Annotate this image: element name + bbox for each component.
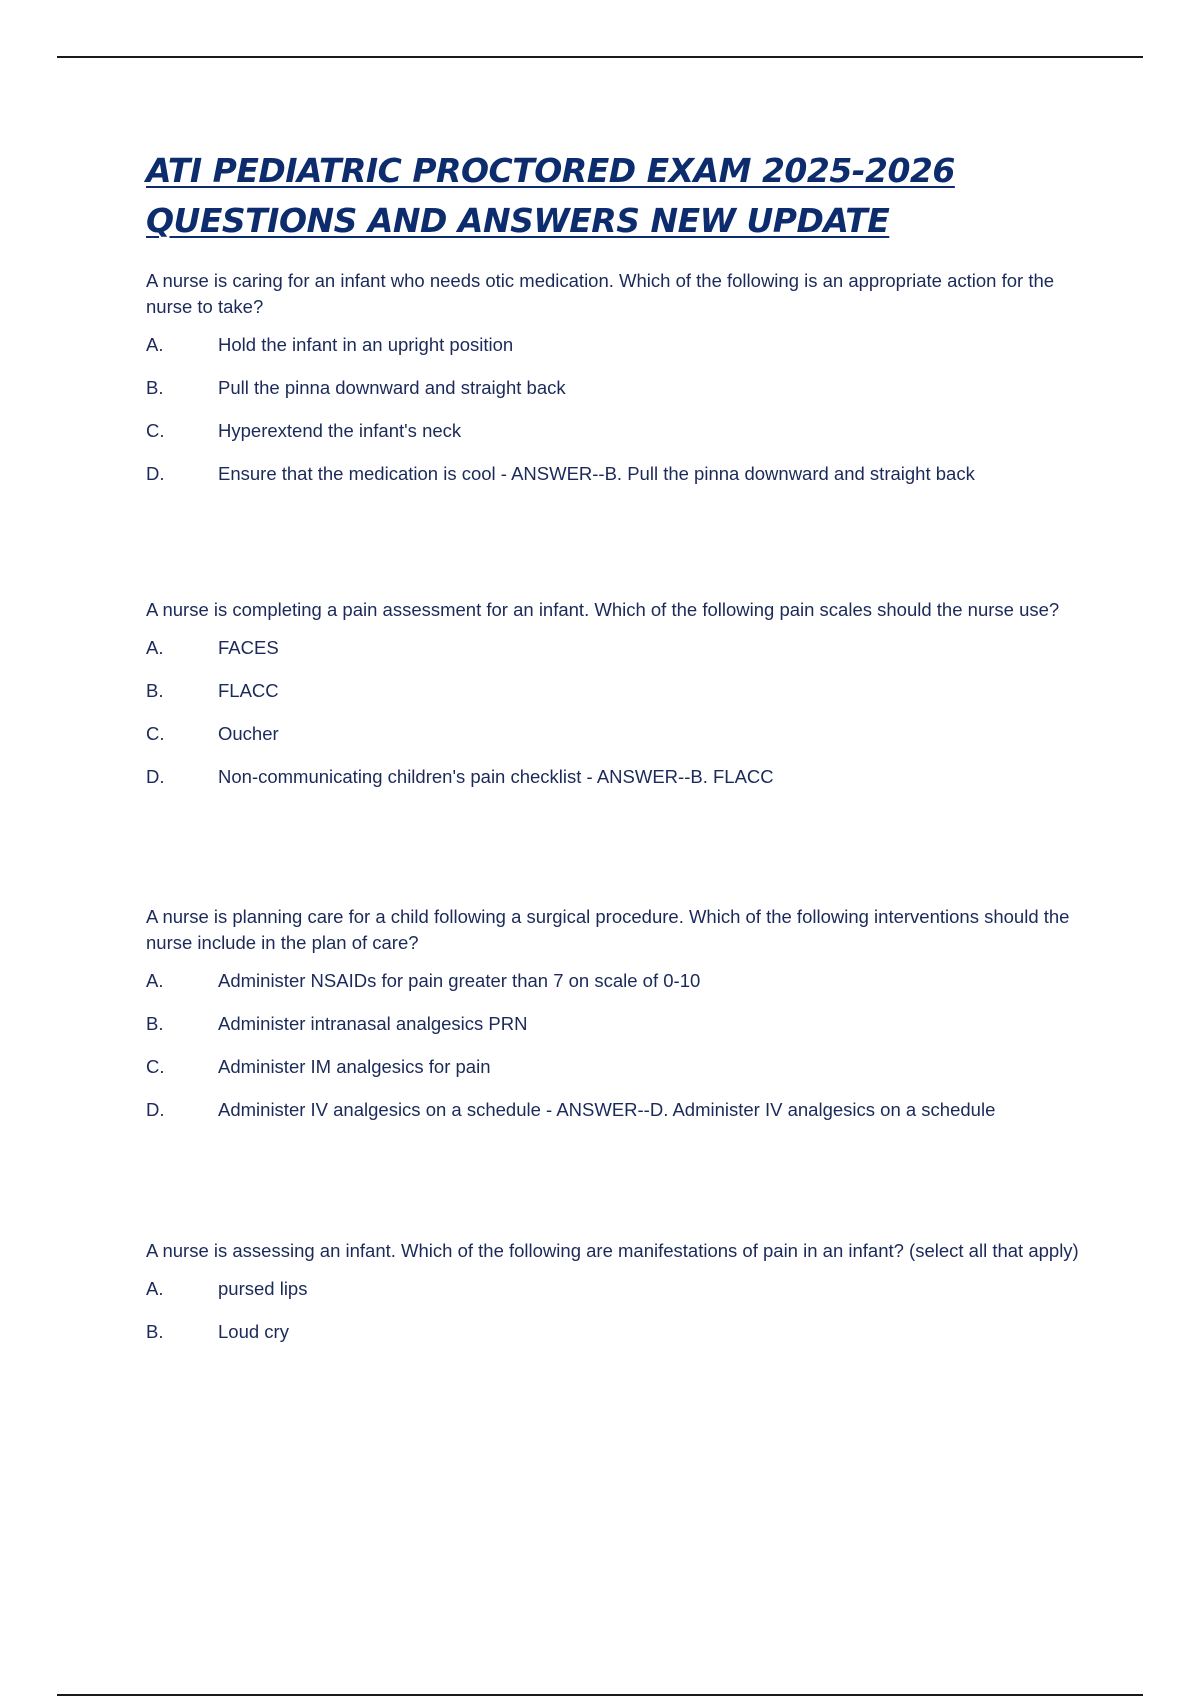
option-text: pursed lips — [218, 1278, 308, 1299]
question-text: A nurse is planning care for a child following a surgical procedure. Which of the following interventions should the nurse include in the plan of care? — [146, 906, 1070, 953]
option-letter: B. — [146, 1013, 164, 1034]
option-c — [146, 721, 1086, 747]
option-letter: D. — [146, 766, 165, 787]
option-letter: A. — [146, 1278, 164, 1299]
option-text: FACES — [218, 637, 279, 658]
question-text: A nurse is completing a pain assessment for an infant. Which of the following pain scales should the nurse use? — [146, 599, 1060, 620]
option-text: Administer intranasal analgesics PRN — [218, 1013, 528, 1034]
option-letter: D. — [146, 463, 165, 484]
option-d — [146, 461, 1086, 487]
option-letter: C. — [146, 1056, 165, 1077]
option-a — [146, 332, 1086, 358]
option-d — [146, 1097, 1086, 1123]
option-b — [146, 375, 1086, 401]
option-b — [146, 678, 1086, 704]
document-body — [146, 146, 1086, 1362]
spacer — [146, 1140, 1086, 1238]
option-text: Administer IM analgesics for pain — [218, 1056, 491, 1077]
option-b — [146, 1319, 1086, 1345]
spacer — [146, 807, 1086, 904]
footer-rule — [57, 1694, 1143, 1696]
option-letter: A. — [146, 334, 164, 355]
option-a — [146, 1276, 1086, 1302]
question-3 — [146, 904, 1086, 1123]
option-text: Pull the pinna downward and straight back — [218, 377, 566, 398]
option-b — [146, 1011, 1086, 1037]
title-line-2: QUESTIONS AND ANSWERS NEW UPDATE — [146, 201, 890, 240]
option-text: Hyperextend the infant's neck — [218, 420, 462, 441]
option-letter: D. — [146, 1099, 165, 1120]
question-text: A nurse is caring for an infant who needs otic medication. Which of the following is an appropriate action for the nurse to take? — [146, 270, 1055, 317]
question-2 — [146, 597, 1086, 790]
option-text: Ensure that the medication is cool - ANSWER--B. Pull the pinna downward and straight back — [218, 463, 975, 484]
option-c — [146, 418, 1086, 444]
option-letter: A. — [146, 970, 164, 991]
header-rule — [57, 56, 1143, 58]
option-c — [146, 1054, 1086, 1080]
spacer — [146, 504, 1086, 597]
option-text: Non-communicating children's pain checklist - ANSWER--B. FLACC — [218, 766, 774, 787]
question-1 — [146, 268, 1086, 487]
option-letter: A. — [146, 637, 164, 658]
question-text: A nurse is assessing an infant. Which of the following are manifestations of pain in an infant? (select all that apply) — [146, 1240, 1079, 1261]
option-letter: B. — [146, 1321, 164, 1342]
option-text: FLACC — [218, 680, 279, 701]
option-text: Oucher — [218, 723, 279, 744]
document-title — [146, 146, 1086, 246]
option-letter: C. — [146, 420, 165, 441]
option-text: Administer NSAIDs for pain greater than 7 on scale of 0-10 — [218, 970, 701, 991]
option-text: Loud cry — [218, 1321, 289, 1342]
option-text: Hold the infant in an upright position — [218, 334, 514, 355]
option-text: Administer IV analgesics on a schedule - ANSWER--D. Administer IV analgesics on a schedule — [218, 1099, 996, 1120]
question-4 — [146, 1238, 1086, 1345]
option-d — [146, 764, 1086, 790]
title-line-1: ATI PEDIATRIC PROCTORED EXAM 2025-2026 — [146, 151, 955, 190]
option-letter: B. — [146, 680, 164, 701]
option-letter: B. — [146, 377, 164, 398]
option-a — [146, 635, 1086, 661]
option-letter: C. — [146, 723, 165, 744]
option-a — [146, 968, 1086, 994]
